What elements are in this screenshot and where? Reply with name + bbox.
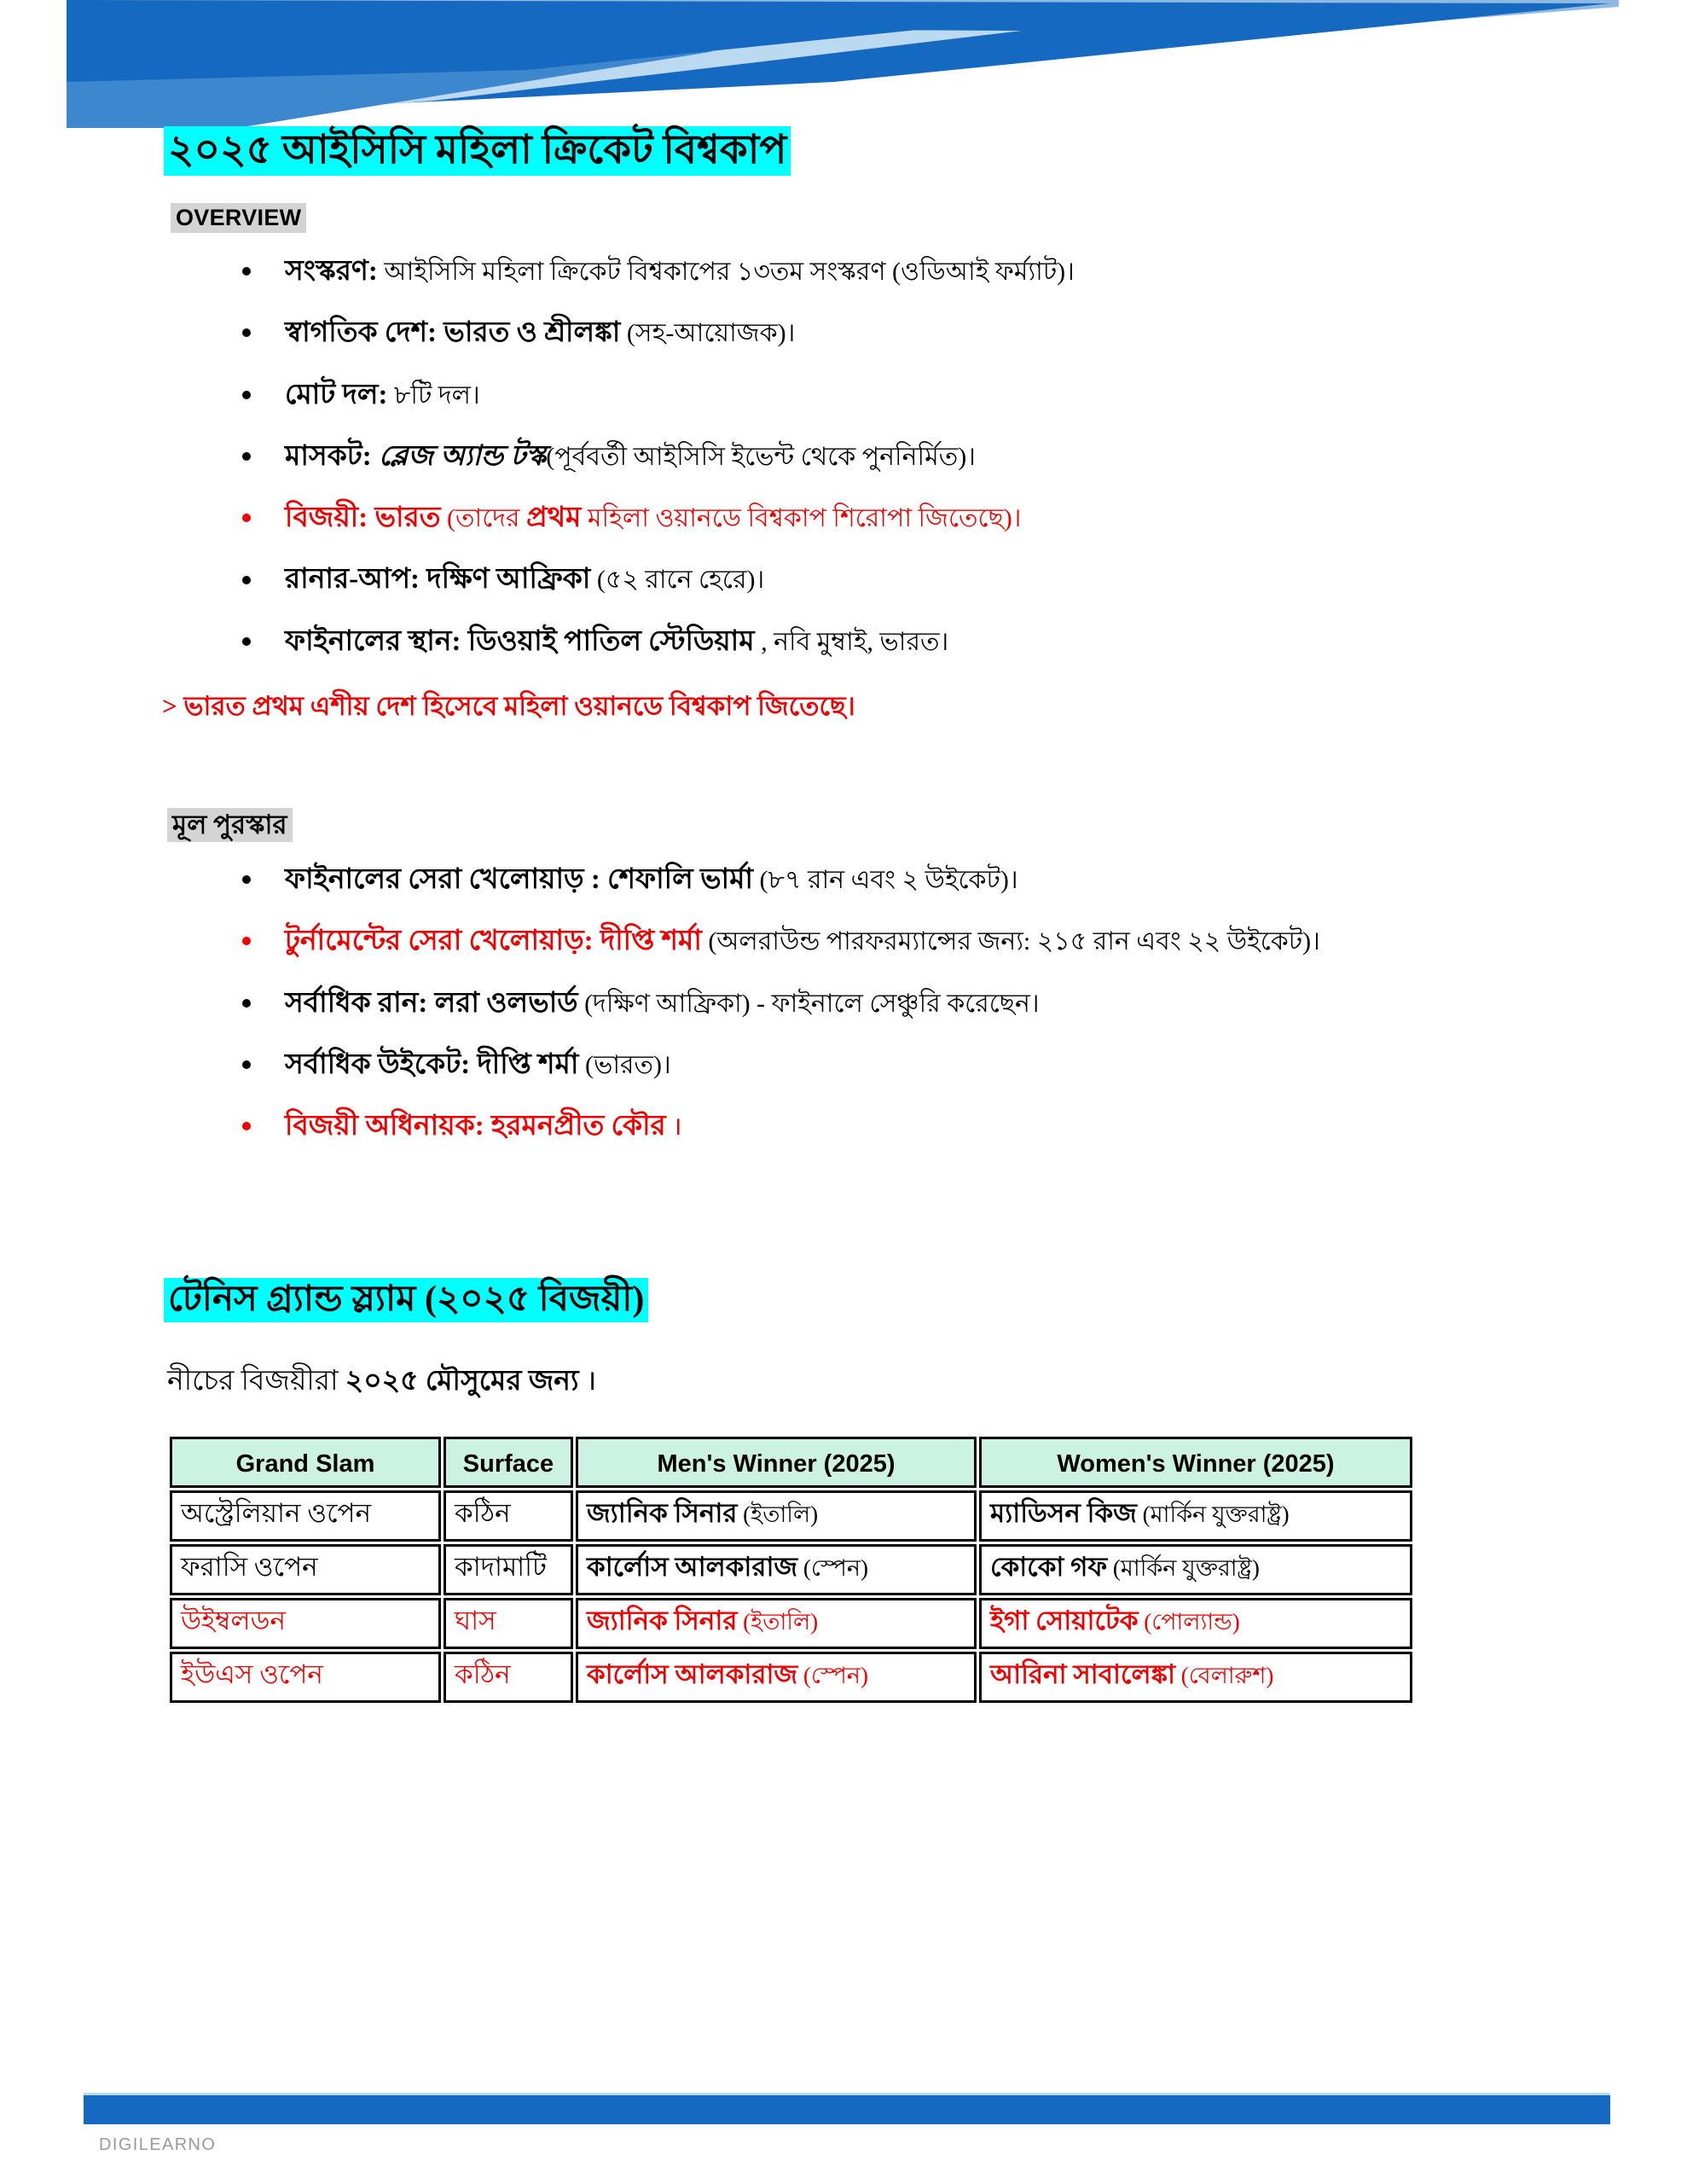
mens-winner-name: কার্লোস আলকারাজ (587, 1659, 798, 1689)
cell-surface: কাদামাটি (443, 1544, 573, 1595)
bullet-label: মোট দল: (285, 379, 388, 410)
mens-winner-country: (ইতালি) (737, 1609, 819, 1635)
tennis-intro-prefix: নীচের বিজয়ীরা (167, 1366, 345, 1397)
table-row (170, 1598, 1412, 1649)
table-row (170, 1652, 1412, 1703)
bullet-value-italic: ব্লেজ অ্যান্ড টস্ক (371, 440, 547, 472)
bullet-value: (সহ-আয়োজক)। (620, 319, 796, 348)
column-header-mens-winner: Men's Winner (2025) (576, 1437, 977, 1488)
bullet-dot-icon (242, 576, 251, 584)
womens-winner-country: (মার্কিন যুক্তরাষ্ট্র) (1107, 1555, 1260, 1581)
bullet-value: আইসিসি মহিলা ক্রিকেট বিশ্বকাপের ১৩তম সংস্করণ (ওডিআই ফর্ম্যাট)। (377, 258, 1075, 286)
bullet-value: (অলরাউন্ড পারফরম্যান্সের জন্য: ২১৫ রান এবং ২২ উইকেট)। (701, 927, 1320, 956)
grand-slam-table-wrapper (167, 1434, 1415, 1705)
footer-brand: DIGILEARNO (99, 2135, 217, 2154)
bullet-label: সর্বাধিক উইকেট: দীপ্তি শর্মা (285, 1048, 579, 1080)
column-header-grand-slam: Grand Slam (170, 1437, 441, 1488)
cell-mens-winner (576, 1652, 977, 1703)
bullet-value: (তাদের (440, 504, 527, 533)
cell-mens-winner (576, 1490, 977, 1542)
bullet-label: বিজয়ী অধিনায়ক: হরমনপ্রীত কৌর (285, 1111, 666, 1142)
bullet-value: (৮৭ রান এবং ২ উইকেট)। (753, 866, 1018, 894)
bullet-dot-icon (242, 267, 251, 276)
list-item (223, 1111, 1320, 1141)
cricket-note: > ভারত প্রথম এশীয় দেশ হিসেবে মহিলা ওয়ানডে বিশ্বকাপ জিতেছে। (162, 691, 855, 721)
bullet-dot-icon (242, 637, 251, 646)
cell-surface: ঘাস (443, 1598, 573, 1649)
cell-grand-slam: ফরাসি ওপেন (170, 1544, 441, 1595)
bullet-label: রানার-আপ: দক্ষিণ আফ্রিকা (285, 564, 591, 595)
overview-bullet-list (223, 256, 1075, 657)
bullet-label: মাসকট: (285, 440, 372, 472)
bullet-dot-icon (242, 999, 251, 1008)
cell-grand-slam: উইম্বলডন (170, 1598, 441, 1649)
list-item (223, 864, 1320, 895)
table-header (170, 1437, 1412, 1488)
tennis-title-text: টেনিস গ্র্যান্ড স্ল্যাম (২০২৫ বিজয়ী) (164, 1278, 648, 1322)
bullet-dot-icon (242, 328, 251, 337)
table-row (170, 1544, 1412, 1595)
bullet-value: (পূর্ববর্তী আইসিসি ইভেন্ট থেকে পুননির্মিত)। (546, 442, 976, 471)
womens-winner-country: (বেলারুশ) (1174, 1663, 1274, 1688)
womens-winner-name: ইগা সোয়াটেক (990, 1606, 1139, 1635)
table-header-row (170, 1437, 1412, 1488)
bullet-dot-icon (242, 875, 251, 884)
womens-winner-name: কোকো গফ (990, 1552, 1108, 1582)
tennis-intro-bold: ২০২৫ মৌসুমের জন্য (345, 1366, 579, 1397)
cricket-section-title (164, 128, 791, 173)
womens-winner-country: (মার্কিন যুক্তরাষ্ট্র) (1136, 1502, 1290, 1527)
cell-mens-winner (576, 1544, 977, 1595)
womens-winner-name: আরিনা সাবালেঙ্কা (990, 1659, 1175, 1689)
bullet-value-bold: প্রথম (526, 502, 582, 534)
cricket-title-text: ২০২৫ আইসিসি মহিলা ক্রিকেট বিশ্বকাপ (164, 126, 791, 176)
banner-shapes (67, 0, 1619, 128)
bullet-label: সংস্করণ: (285, 256, 378, 287)
awards-label (167, 804, 293, 849)
bullet-label: ফাইনালের সেরা খেলোয়াড় : শেফালি ভার্মা (285, 864, 753, 895)
mens-winner-name: জ্যানিক সিনার (587, 1606, 738, 1635)
cell-womens-winner (979, 1544, 1412, 1595)
cell-surface: কঠিন (443, 1652, 573, 1703)
bullet-label: স্বাগতিক দেশ: ভারত ও শ্রীলঙ্কা (285, 317, 621, 349)
cell-surface: কঠিন (443, 1490, 573, 1542)
tennis-intro-line (167, 1358, 596, 1406)
list-item (223, 502, 1075, 533)
bullet-value-tail: মহিলা ওয়ানডে বিশ্বকাপ শিরোপা জিতেছে)। (581, 504, 1022, 533)
cell-grand-slam: অস্ট্রেলিয়ান ওপেন (170, 1490, 441, 1542)
list-item (223, 626, 1075, 657)
awards-label-text: মূল পুরস্কার (167, 808, 293, 842)
bullet-label: টুর্নামেন্টের সেরা খেলোয়াড়: দীপ্তি শর্মা (285, 926, 702, 957)
list-item (223, 926, 1320, 956)
cell-womens-winner (979, 1652, 1412, 1703)
mens-winner-name: কার্লোস আলকারাজ (587, 1552, 798, 1582)
column-header-womens-winner: Women's Winner (2025) (979, 1437, 1412, 1488)
bullet-value: ৮টি দল। (387, 380, 480, 410)
bullet-dot-icon (242, 1060, 251, 1069)
table-row (170, 1490, 1412, 1542)
list-item (223, 380, 1075, 410)
bullet-dot-icon (242, 452, 251, 461)
mens-winner-name: জ্যানিক সিনার (587, 1498, 738, 1528)
bullet-value: (৫২ রানে হেরে)। (590, 566, 765, 595)
tennis-intro-suffix: । (578, 1366, 597, 1397)
tennis-section-title (164, 1280, 648, 1320)
cell-womens-winner (979, 1598, 1412, 1649)
list-item (223, 256, 1075, 287)
mens-winner-country: (ইতালি) (737, 1502, 819, 1527)
womens-winner-name: ম্যাডিসন কিজ (990, 1498, 1137, 1528)
cell-grand-slam: ইউএস ওপেন (170, 1652, 441, 1703)
column-header-surface: Surface (443, 1437, 573, 1488)
list-item (223, 564, 1075, 595)
bullet-value: । (665, 1112, 682, 1141)
cell-mens-winner (576, 1598, 977, 1649)
list-item (223, 1049, 1320, 1080)
bullet-dot-icon (242, 937, 251, 945)
header-banner-decoration (67, 0, 1619, 128)
overview-label (171, 205, 306, 231)
bullet-dot-icon (242, 1122, 251, 1130)
list-item (223, 988, 1320, 1019)
cell-womens-winner (979, 1490, 1412, 1542)
bullet-dot-icon (242, 391, 251, 399)
bullet-label: ফাইনালের স্থান: ডিওয়াই পাতিল স্টেডিয়াম (285, 625, 755, 657)
list-item (223, 317, 1075, 348)
table-body (170, 1490, 1412, 1703)
mens-winner-country: (স্পেন) (797, 1555, 868, 1581)
grand-slam-table (167, 1434, 1415, 1705)
bullet-label: বিজয়ী: ভারত (285, 502, 441, 534)
bullet-dot-icon (242, 514, 251, 522)
bullet-value: (ভারত)। (578, 1050, 671, 1079)
overview-label-text: OVERVIEW (171, 203, 306, 233)
footer-bar (84, 2093, 1610, 2124)
mens-winner-country: (স্পেন) (797, 1663, 868, 1688)
womens-winner-country: (পোল্যান্ড) (1138, 1609, 1240, 1635)
bullet-label: সর্বাধিক রান: লরা ওলভার্ড (285, 987, 578, 1019)
bullet-value: , নবি মুম্বাই, ভারত। (754, 627, 949, 656)
bullet-value: (দক্ষিণ আফ্রিকা) - ফাইনালে সেঞ্চুরি করেছেন। (577, 989, 1040, 1018)
awards-bullet-list (223, 864, 1320, 1141)
list-item (223, 441, 1075, 472)
